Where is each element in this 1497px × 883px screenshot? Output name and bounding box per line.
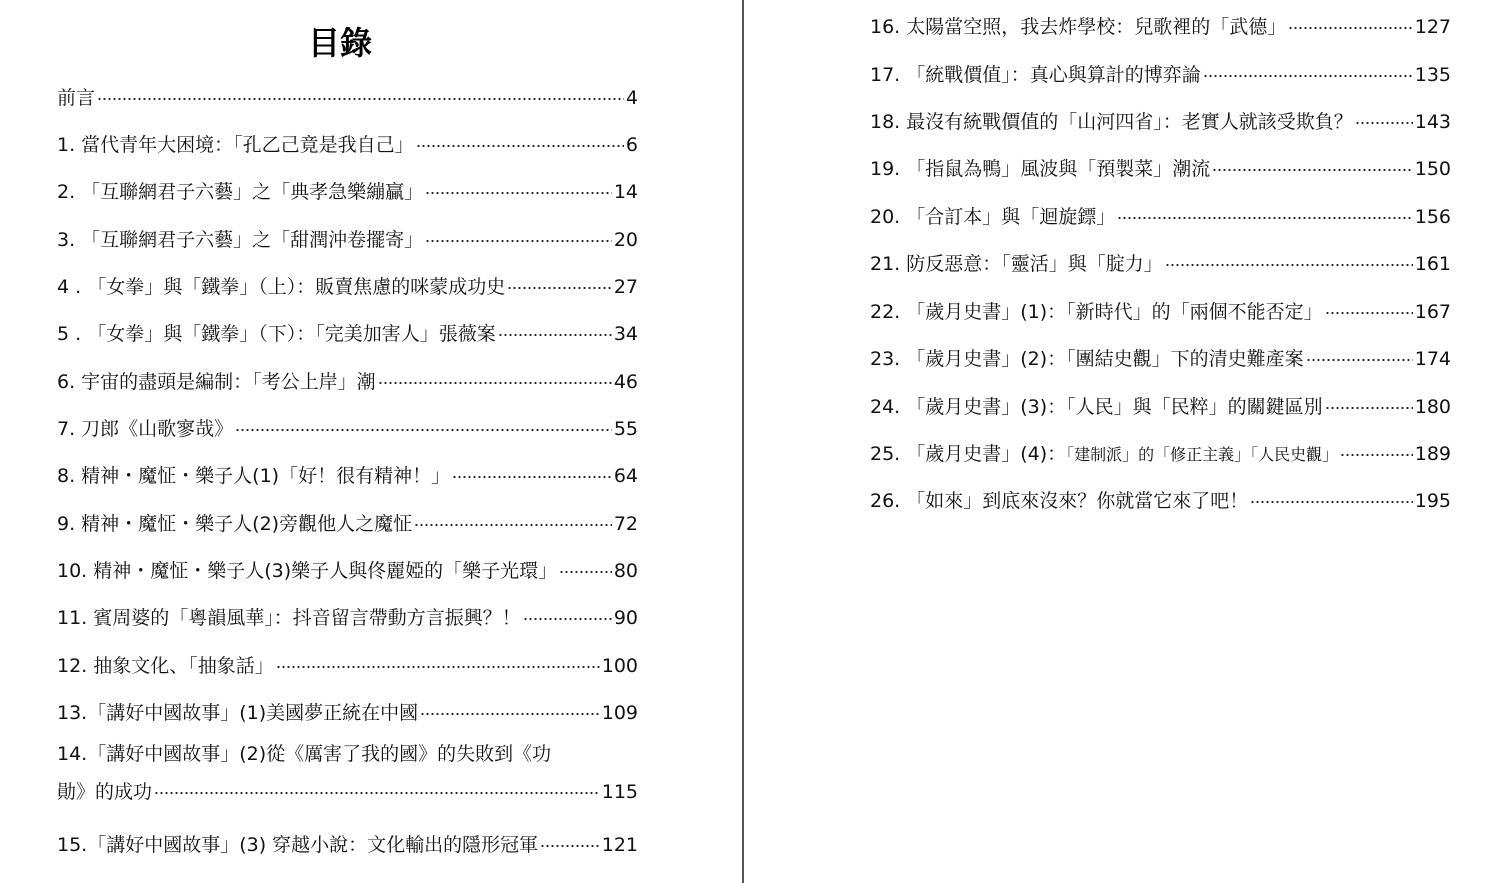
- dot-leader: [416, 127, 624, 151]
- toc-entry-1[interactable]: [57, 127, 638, 157]
- toc-entry-title: [870, 442, 1338, 467]
- toc-entry-title: 21. 防反惡意：「靈活」與「腚力」: [870, 253, 1163, 275]
- dot-leader: [425, 174, 612, 198]
- toc-entry-title-line1: 14.「講好中國故事」(2)從《厲害了我的國》的失敗到《功: [57, 743, 552, 765]
- toc-entry-page: 27: [613, 276, 638, 298]
- toc-entry-11[interactable]: [57, 600, 638, 630]
- toc-entry-19[interactable]: [870, 151, 1451, 181]
- toc-entry-title: 18. 最沒有統戰價值的「山河四省」：老實人就該受欺負？: [870, 111, 1353, 133]
- dot-leader: [507, 269, 612, 293]
- toc-entry-15[interactable]: [57, 827, 638, 857]
- dot-leader: [235, 411, 612, 435]
- toc-entry-page: 189: [1414, 443, 1451, 465]
- toc-entry-title: 6. 宇宙的盡頭是編制：「考公上岸」潮: [57, 371, 376, 393]
- toc-entry-page: 64: [613, 465, 638, 487]
- dot-leader: [523, 600, 612, 624]
- toc-entry-page: 90: [613, 607, 638, 629]
- toc-entry-page: 55: [613, 418, 638, 440]
- toc-entry-title: 10. 精神・魔怔・樂子人(3)樂子人與佟麗婭的「樂子光環」: [57, 560, 558, 582]
- dot-leader: [1306, 341, 1413, 365]
- toc-entry-2[interactable]: [57, 174, 638, 204]
- toc-entry-title: 11. 賓周婆的「粵韻風華」：抖音留言帶動方言振興？！: [57, 607, 521, 629]
- toc-entry-5[interactable]: [57, 316, 638, 346]
- dot-leader: [1340, 436, 1413, 460]
- toc-entry-3[interactable]: [57, 222, 638, 252]
- toc-entry-14[interactable]: [57, 735, 638, 811]
- toc-entry-title: 12. 抽象文化、「抽象話」: [57, 655, 274, 677]
- dot-leader: [97, 80, 624, 104]
- dot-leader: [559, 553, 612, 577]
- toc-entry-title: 4 . 「女拳」與「鐵拳」（上）：販賣焦慮的咪蒙成功史: [57, 276, 506, 298]
- toc-entry-26[interactable]: [870, 483, 1451, 513]
- left-page: [0, 0, 742, 883]
- toc-entry-title: 2. 「互聯網君子六藝」之「典孝急樂繃贏」: [57, 181, 424, 203]
- toc-entry-title: 23. 「歲月史書」(2)：「團結史觀」下的清史難產案: [870, 348, 1304, 370]
- toc-entry-page: 195: [1414, 490, 1451, 512]
- dot-leader: [498, 316, 612, 340]
- toc-entry-title: 13.「講好中國故事」(1)美國夢正統在中國: [57, 702, 419, 724]
- page-title: 目錄: [307, 24, 372, 62]
- dot-leader: [1355, 104, 1413, 128]
- toc-entry-20[interactable]: [870, 199, 1451, 229]
- toc-entry-page: 121: [601, 834, 638, 856]
- toc-entry-title: 3. 「互聯網君子六藝」之「甜潤沖卷擺寄」: [57, 229, 424, 251]
- dot-leader: [276, 648, 600, 672]
- dot-leader: [414, 506, 612, 530]
- toc-entry-23[interactable]: [870, 341, 1451, 371]
- dot-leader: [540, 827, 600, 851]
- toc-entry-page: 34: [613, 323, 638, 345]
- toc-entry-8[interactable]: [57, 458, 638, 488]
- dot-leader: [1212, 151, 1412, 175]
- dot-leader: [425, 222, 612, 246]
- toc-entry-page: 14: [613, 181, 638, 203]
- toc-entry-7[interactable]: [57, 411, 638, 441]
- dot-leader: [1288, 9, 1412, 33]
- toc-entry-17[interactable]: [870, 57, 1451, 87]
- toc-entry-page: 72: [613, 513, 638, 535]
- toc-entry-title: 17. 「統戰價值」：真心與算計的博弈論: [870, 64, 1201, 86]
- toc-entry-6[interactable]: [57, 364, 638, 394]
- toc-entry-title: 前言: [57, 87, 96, 109]
- dot-leader: [1203, 57, 1413, 81]
- toc-entry-page: 174: [1414, 348, 1451, 370]
- toc-entry-page: 135: [1414, 64, 1451, 86]
- dot-leader: [1325, 389, 1413, 413]
- toc-entry-page: 161: [1414, 253, 1451, 275]
- toc-entry-title: 1. 當代青年大困境：「孔乙己竟是我自己」: [57, 134, 414, 156]
- toc-entry-page: 80: [613, 560, 638, 582]
- toc-entry-4[interactable]: [57, 269, 638, 299]
- toc-entry-title: 7. 刀郎《山歌寥哉》: [57, 418, 234, 440]
- toc-entry-title: 8. 精神・魔怔・樂子人(1)「好！很有精神！」: [57, 465, 451, 487]
- toc-entry-page: 4: [625, 87, 638, 109]
- toc-entry-title: 26. 「如來」到底來沒來？你就當它來了吧！: [870, 490, 1249, 512]
- dot-leader: [1250, 483, 1412, 507]
- right-page: [744, 0, 1497, 883]
- toc-entry-22[interactable]: [870, 294, 1451, 324]
- toc-entry-page: 20: [613, 229, 638, 251]
- toc-entry-page: 115: [601, 781, 638, 803]
- toc-entry-page: 150: [1414, 158, 1451, 180]
- toc-entry-title-main: 25. 「歲月史書」(4)：: [870, 443, 1067, 465]
- toc-entry-9[interactable]: [57, 506, 638, 536]
- toc-entry-page: 143: [1414, 111, 1451, 133]
- toc-entry-12[interactable]: [57, 648, 638, 678]
- dot-leader: [154, 774, 600, 798]
- dot-leader: [452, 458, 612, 482]
- toc-entry-title: 16. 太陽當空照，我去炸學校：兒歌裡的「武德」: [870, 16, 1287, 38]
- toc-entry-title: 9. 精神・魔怔・樂子人(2)旁觀他人之魔怔: [57, 513, 413, 535]
- dot-leader: [1117, 199, 1412, 223]
- toc-entry-25[interactable]: [870, 436, 1451, 467]
- toc-entry-10[interactable]: [57, 553, 638, 583]
- toc-entry-title: 22. 「歲月史書」(1)：「新時代」的「兩個不能否定」: [870, 301, 1323, 323]
- toc-entry-page: 109: [601, 702, 638, 724]
- toc-entry-13[interactable]: [57, 695, 638, 725]
- toc-entry-title: 19. 「指鼠為鴨」風波與「預製菜」潮流: [870, 158, 1211, 180]
- toc-entry-21[interactable]: [870, 246, 1451, 276]
- toc-entry-title: 5 . 「女拳」與「鐵拳」（下）：「完美加害人」張薇案: [57, 323, 496, 345]
- toc-entry-page: 167: [1414, 301, 1451, 323]
- toc-entry-page: 180: [1414, 396, 1451, 418]
- toc-entry-title: 15.「講好中國故事」(3) 穿越小說：文化輸出的隱形冠軍: [57, 834, 539, 856]
- toc-entry-page: 6: [625, 134, 638, 156]
- toc-entry-24[interactable]: [870, 389, 1451, 419]
- toc-entry-16[interactable]: [870, 9, 1451, 39]
- toc-entry-page: 100: [601, 655, 638, 677]
- toc-entry-preface[interactable]: [57, 80, 638, 110]
- toc-entry-page: 156: [1414, 206, 1451, 228]
- toc-entry-title: 20. 「合訂本」與「迴旋鏢」: [870, 206, 1116, 228]
- toc-entry-page: 46: [613, 371, 638, 393]
- dot-leader: [1165, 246, 1413, 270]
- toc-entry-title-small: 「建制派」的「修正主義」「人民史觀」: [1066, 445, 1339, 464]
- dot-leader: [1325, 294, 1413, 318]
- dot-leader: [378, 364, 612, 388]
- dot-leader: [420, 695, 600, 719]
- toc-entry-page: 127: [1414, 16, 1451, 38]
- toc-entry-title: 24. 「歲月史書」(3)：「人民」與「民粹」的關鍵區別: [870, 396, 1323, 418]
- toc-entry-18[interactable]: [870, 104, 1451, 134]
- toc-entry-title-line2: 勛》的成功: [57, 781, 153, 803]
